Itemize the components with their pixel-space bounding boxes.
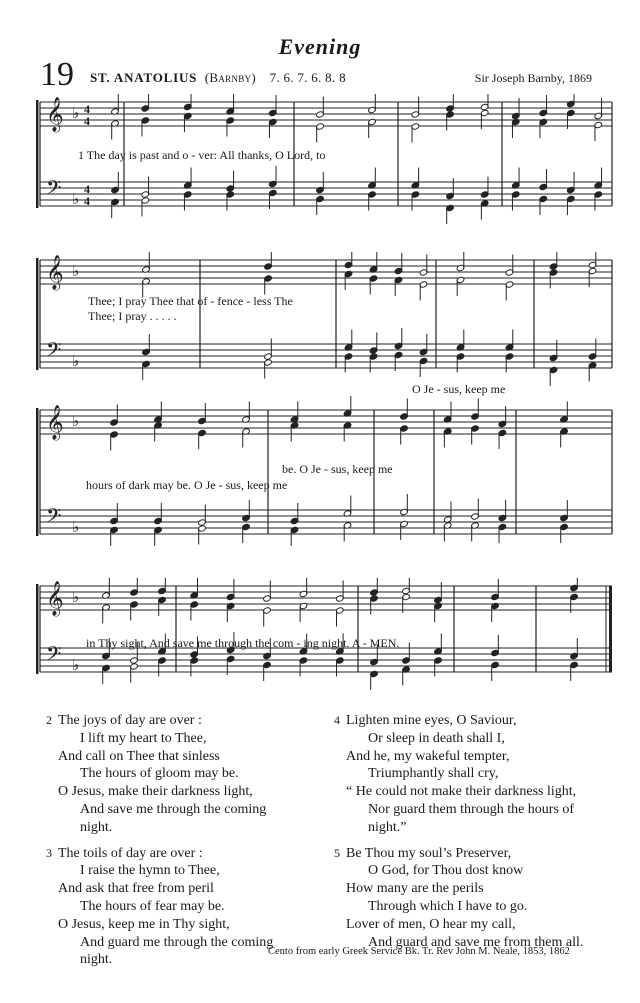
flat-icon: ♭ — [72, 264, 80, 280]
verse-line — [334, 801, 624, 819]
lyric-line: O Je - sus, keep me — [412, 382, 506, 396]
lyric-line: be. O Je - sus, keep me — [282, 462, 393, 476]
verse-line-text: And he, my wakeful tempter, — [346, 748, 510, 764]
verse — [46, 712, 318, 837]
flat-icon: ♭ — [72, 658, 80, 674]
verse-line-text: The hours of fear may be. — [80, 898, 225, 914]
verse-line-text: night. — [80, 952, 113, 968]
flat-icon: ♭ — [72, 590, 80, 606]
staves — [36, 581, 612, 674]
page-title: Evening — [278, 34, 362, 59]
verse-line-text: I raise the hymn to Thee, — [80, 863, 220, 879]
verse-line-text: I lift my heart to Thee, — [80, 730, 207, 746]
svg-text:4: 4 — [84, 182, 90, 196]
verse-line-text: And guard me through the coming — [80, 934, 274, 950]
verse-line-text: Through which I have to go. — [368, 898, 528, 914]
verse-number: 4 — [334, 713, 340, 727]
bass-clef-icon: 𝄢 — [46, 176, 62, 204]
flat-icon: ♭ — [72, 520, 80, 536]
verse-line — [334, 730, 624, 748]
verse-line-text: How many are the perils — [346, 881, 484, 897]
verse-number: 3 — [46, 845, 52, 860]
treble-clef-icon: 𝄞 — [46, 405, 64, 440]
treble-clef-icon: 𝄞 — [46, 255, 64, 290]
lyric-line: Thee; I pray . . . . . — [88, 309, 177, 323]
meter: 7. 6. 7. 6. 8. 8 — [269, 70, 346, 85]
hymn-number: 19 — [40, 56, 74, 93]
verse-line — [334, 898, 624, 916]
lyric-line: Thee; I pray Thee that of - fence - less The — [88, 294, 293, 308]
notes — [102, 578, 579, 690]
verse-line-text: Lover of men, O hear my call, — [346, 916, 516, 932]
verse-line-text: O Jesus, keep me in Thy sight, — [58, 916, 230, 932]
verse-line-text: And save me through the coming — [80, 801, 267, 817]
bass-clef-icon: 𝄢 — [46, 642, 62, 670]
verse-line-text: Triumphantly shall cry, — [368, 766, 499, 782]
verse — [334, 845, 624, 952]
verse-line — [46, 765, 318, 783]
svg-text:4: 4 — [84, 194, 90, 208]
flat-icon: ♭ — [72, 354, 80, 370]
translation-credit: Cento from early Greek Service Bk. Tr. Rev John M. Neale, 1853, 1862 — [268, 946, 570, 957]
flat-icon: ♭ — [72, 192, 80, 208]
verse-line — [46, 819, 318, 837]
lyric-line: in Thy sight, And save me through the com - ing night. A - MEN. — [86, 636, 400, 650]
verse-line-text: Or sleep in death shall I, — [368, 730, 505, 746]
verse-line — [46, 730, 318, 748]
verse-line-text: night.” — [368, 819, 407, 835]
tune-name: ST. ANATOLIUS — [90, 70, 198, 85]
verses-right-column — [334, 712, 624, 959]
verse — [334, 712, 624, 837]
verse-line-text: O God, for Thou dost know — [368, 863, 524, 879]
lyric-line: hours of dark may be. O Je - sus, keep me — [86, 478, 288, 492]
verse-line — [46, 748, 318, 766]
verse-line-text: The joys of day are over : — [58, 713, 202, 728]
verse-line — [46, 712, 318, 730]
verse-line-text: And ask that free from peril — [58, 881, 214, 897]
verse-line-text: And guard and save me from them all. — [368, 934, 584, 950]
composer: Sir Joseph Barnby, 1869 — [474, 71, 592, 85]
lyric-line: 1 The day is past and o - ver: All thanks, O Lord, to — [78, 148, 326, 162]
verse-line — [46, 880, 318, 898]
tune-composer: (Barnby) — [204, 70, 257, 85]
verse-line — [46, 898, 318, 916]
verse-line-text: Lighten mine eyes, O Saviour, — [346, 713, 517, 728]
verse-line-text: And call on Thee that sinless — [58, 748, 220, 764]
verse-line — [46, 801, 318, 819]
verse-line-text: The toils of day are over : — [58, 845, 203, 861]
verse-line-text: The hours of gloom may be. — [80, 766, 239, 782]
verse-line — [46, 783, 318, 801]
verse-line — [334, 862, 624, 880]
treble-clef-icon: 𝄞 — [46, 97, 64, 132]
svg-text:4: 4 — [84, 114, 90, 128]
verse-line — [334, 712, 624, 730]
tune-line — [90, 70, 346, 86]
verse-line — [46, 862, 318, 880]
treble-clef-icon: 𝄞 — [46, 581, 64, 616]
verse-line — [334, 916, 624, 934]
bass-clef-icon: 𝄢 — [46, 338, 62, 366]
bass-clef-icon: 𝄢 — [46, 504, 62, 532]
verse-line — [334, 748, 624, 766]
verse-number: 2 — [46, 713, 52, 727]
verse-line — [334, 765, 624, 783]
verse-line — [334, 783, 624, 801]
verse-line — [334, 819, 624, 837]
verse-line — [334, 845, 624, 863]
verse-line — [46, 916, 318, 934]
verse-line — [334, 880, 624, 898]
verses-left-column — [46, 712, 318, 977]
flat-icon: ♭ — [72, 414, 80, 430]
verse-line-text: Be Thou my soul’s Preserver, — [346, 845, 512, 861]
svg-text:4: 4 — [84, 102, 90, 116]
flat-icon: ♭ — [72, 106, 80, 122]
verse-line-text: Nor guard them through the hours of — [368, 801, 575, 817]
verse-line-text: O Jesus, make their darkness light, — [58, 784, 253, 800]
verse-line — [46, 845, 318, 863]
verse-number: 5 — [334, 845, 340, 860]
verse-line-text: night. — [80, 819, 113, 835]
verse-line-text: “ He could not make their darkness light, — [346, 784, 577, 800]
